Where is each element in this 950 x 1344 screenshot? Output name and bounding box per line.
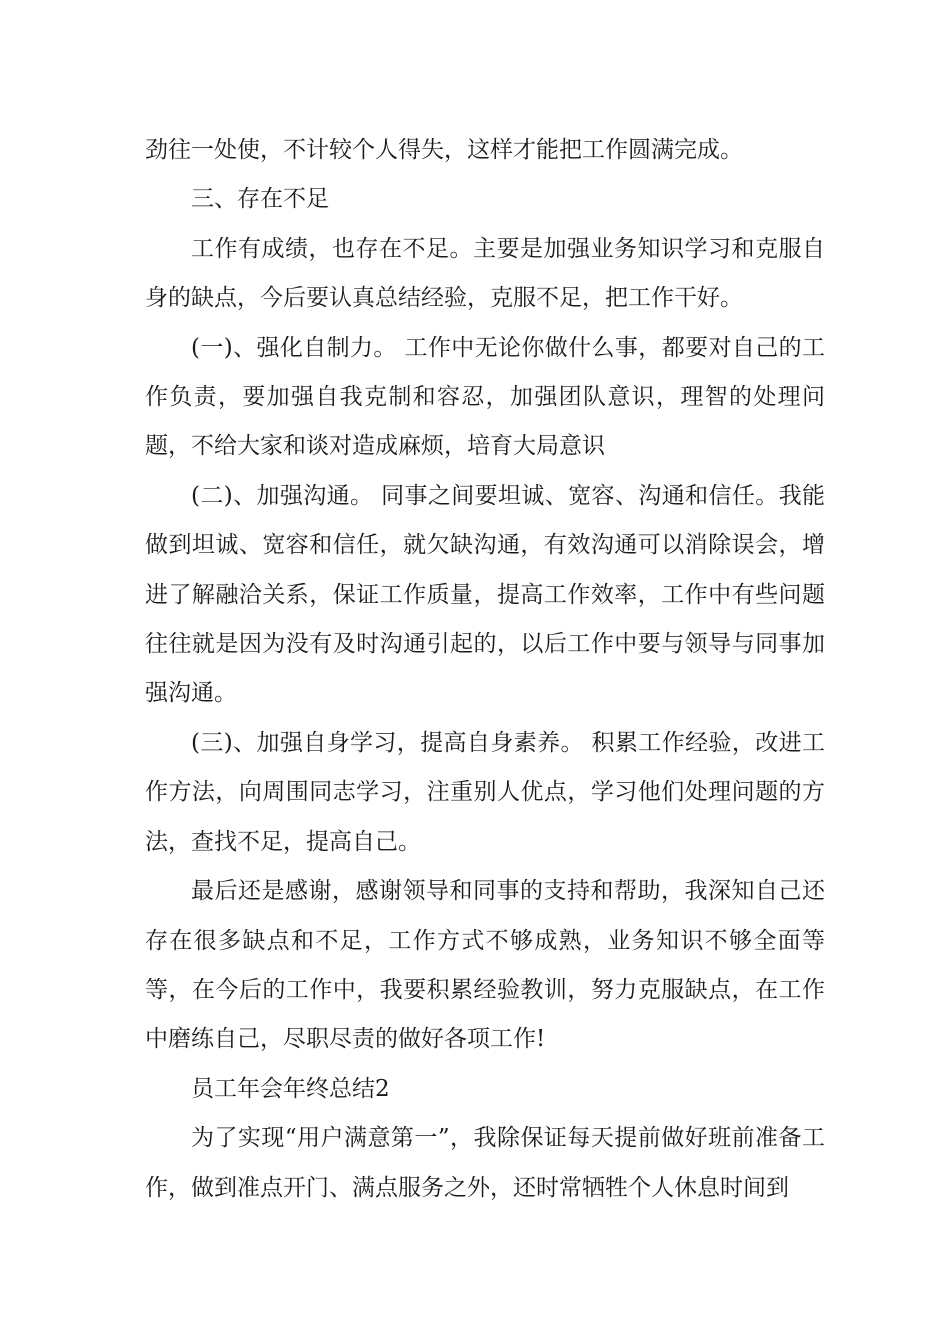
paragraph-thanks: 最后还是感谢，感谢领导和同事的支持和帮助，我深知自己还存在很多缺点和不足，工作方式不够成熟，业务知识不够全面等等，在今后的工作中，我要积累经验教训，努力克服缺点，在工作中磨练自己，尽职尽责的做好各项工作! <box>145 878 825 1053</box>
paragraph-continuation: 劲往一处使，不计较个人得失，这样才能把工作圆满完成。 <box>145 137 743 163</box>
section-heading-summary-2: 员工年会年终总结2 <box>191 1075 390 1102</box>
paragraph-self-control: (一)、强化自制力。 工作中无论你做什么事，都要对自己的工作负责，要加强自我克制和容忍，加强团队意识，理智的处理问题，不给大家和谈对造成麻烦，培育大局意识 <box>145 334 825 460</box>
section-heading-shortcomings: 三、存在不足 <box>191 186 329 213</box>
paragraph-shortcomings-intro: 工作有成绩，也存在不足。主要是加强业务知识学习和克服自身的缺点，今后要认真总结经验，克服不足，把工作干好。 <box>145 235 825 312</box>
paragraph-self-study: (三)、加强自身学习，提高自身素养。 积累工作经验，改进工作方法，向周围同志学习，注重别人优点，学习他们处理问题的方法，查找不足，提高自己。 <box>145 729 825 855</box>
paragraph-customer-satisfaction: 为了实现“用户满意第一”，我除保证每天提前做好班前准备工作，做到准点开门、满点服务之外，还时常牺牲个人休息时间到 <box>145 1125 825 1201</box>
paragraph-communication: (二)、加强沟通。 同事之间要坦诚、宽容、沟通和信任。我能做到坦诚、宽容和信任，就欠缺沟通，有效沟通可以消除误会，增进了解融洽关系，保证工作质量，提高工作效率，工作中有些问题往往就是因为没有及时沟通引起的，以后工作中要与领导与同事加强沟通。 <box>145 482 825 707</box>
document-body <box>145 126 825 1213</box>
